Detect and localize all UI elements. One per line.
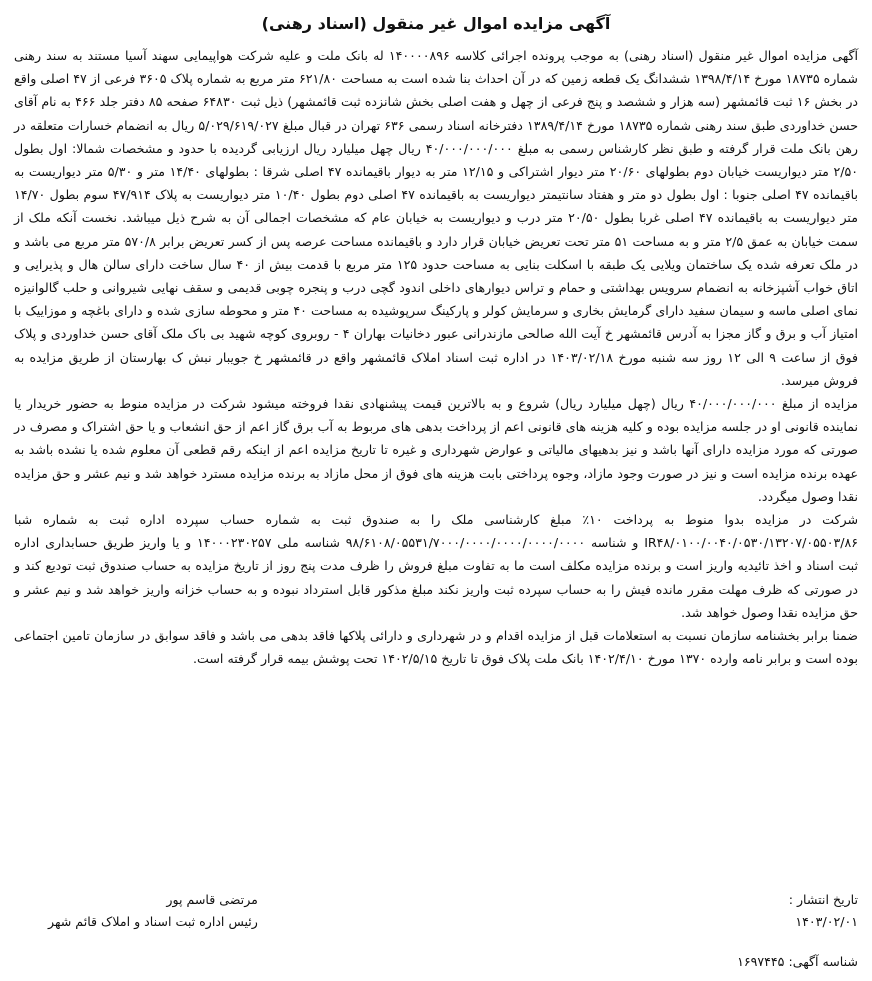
signer-name: مرتضی قاسم پور bbox=[166, 892, 258, 907]
paragraph-payment-terms: شرکت در مزایده بدوا منوط به پرداخت ۱۰٪ مبلغ کارشناسی ملک را به صندوق ثبت به شماره حساب سپرده اداره ثبت به شماره شبا IR۴۸/۰۱۰۰/۰۰۴۰/۰۵۳۰/۱۳۲۰۷/۰۵۵۰۳/۸۶ و شناسه ۹۸/۶۱۰۸/۰۵۵۳۱/۷۰۰۰/۰۰۰۰/۰۰۰۰/۰۰۰۰/۰۰۰۰ شناسه ملی ۱۴۰۰۰۲۳۰۲۵۷ و یا واریز طریق حسابداری اداره ثبت اسناد و اخذ تائیدیه واریز است و برنده مزایده مکلف است ما به تفاوت مبلغ فروش را ظرف مدت پنج روز از تاریخ مزایده به حساب صندوق ثبت تودیع کند و در صورتی که ظرف مهلت مقرر مانده فیش را به حساب سپرده ثبت واریز نکند مبلغ مذکور قابل استرداد نبوده و به حساب خزانه واریز خواهد شد و نیم عشر و حق مزایده نقدا وصول خواهد شد. bbox=[14, 512, 858, 620]
paragraph-inquiries: ضمنا برابر بخشنامه سازمان نسبت به استعلامات قبل از مزایده اقدام و در شهرداری و دارائی پلاکها فاقد بدهی می باشد و فاقد سوابق در سازمان تامین اجتماعی بوده است و برابر نامه وارده ۱۳۷۰ مورخ ۱۴۰۲/۴/۱۰ بانک ملت پلاک فوق تا تاریخ ۱۴۰۲/۵/۱۵ تحت پوشش بیمه قرار گرفته است. bbox=[14, 628, 858, 667]
publish-date-label: تاریخ انتشار : bbox=[788, 892, 858, 907]
notice-footer bbox=[14, 889, 858, 973]
signer-title: رئیس اداره ثبت اسناد و املاک قائم شهر bbox=[48, 914, 258, 929]
publish-date: ۱۴۰۳/۰۲/۰۱ bbox=[795, 914, 858, 929]
notice-id-block bbox=[737, 951, 858, 973]
notice-id-label: شناسه آگهی: bbox=[788, 954, 858, 969]
notice-id: ۱۶۹۷۴۴۵ bbox=[737, 954, 785, 969]
publish-date-block bbox=[789, 889, 858, 933]
paragraph-auction-terms: مزایده از مبلغ ۴۰/۰۰۰/۰۰۰/۰۰۰ ریال (چهل میلیارد ریال) شروع و به بالاترین قیمت پیشنهادی نقدا فروخته میشود شرکت در مزایده منوط به حضور خریدار یا نماینده قانونی او در جلسه مزایده بوده و کلیه هزینه های قانونی اعم از پرداخت بدهی های مربوط به آب برق گاز اعم از حق انشعاب و یا حق اشتراک و مصرف در صورتی که مورد مزایده دارای آنها باشد و نیز بدهیهای مالیاتی و عوارض شهرداری و غیره تا تاریخ مزایده اعم از اینکه رقم قطعی آن معلوم شده یا نشده باشد به عهده برنده مزایده است و نیز در صورت وجود مازاد، وجوه پرداختی بابت هزینه های فوق از محل مازاد به برنده مزایده مسترد خواهد شد و نیم عشر و حق مزایده نقدا وصول میگردد. bbox=[14, 396, 858, 504]
paragraph-property-description: آگهی مزایده اموال غیر منقول (اسناد رهنی) به موجب پرونده اجرائی کلاسه ۱۴۰۰۰۰۸۹۶ له بانک ملت و علیه شرکت هواپیمایی سهند آسیا مستند به سند رهنی شماره ۱۸۷۳۵ مورخ ۱۳۹۸/۴/۱۴ ششدانگ یک قطعه زمین که در آن احداث بنا شده است به مساحت ۶۲۱/۸۰ متر مربع به شماره پلاک ۳۶۰۵ فرعی از ۴۷ اصلی واقع در بخش ۱۶ ثبت قائمشهر (سه هزار و ششصد و پنج فرعی از چهل و هفت اصلی بخش شانزده ثبت قائمشهر) ذیل ثبت ۶۴۸۳۰ صفحه ۸۵ دفتر جلد ۴۶۶ به نام آقای حسن خداوردی طبق سند رهنی شماره ۱۸۷۳۵ مورخ ۱۳۸۹/۴/۱۴ دفترخانه اسناد رسمی ۶۳۶ تهران در قبال مبلغ ۵/۰۲۹/۶۱۹/۰۲۷ ریال به انضمام خسارات متعلقه در رهن بانک ملت قرار گرفته و طبق نظر کارشناس رسمی به مبلغ ۴۰/۰۰۰/۰۰۰/۰۰۰ ریال چهل میلیارد ریال ارزیابی گردیده با حدود و مشخصات شمالا: اول بطول ۲/۵۰ متر دیواریست خیابان دوم بطولهای ۲۰/۶۰ متر دیوار اشتراکی و ۱۲/۱۵ متر به دیوار باقیمانده ۴۷ اصلی شرقا : بطولهای ۱۴/۴۰ متر و ۵/۳۰ متر دیواریست به باقیمانده ۴۷ اصلی جنوبا : اول بطول دو متر و هفتاد سانتیمتر دیواریست به باقیمانده ۴۷ اصلی دوم بطول ۱۰/۴۰ متر دیواریست به پلاک ۴۷/۹۱۴ سوم بطول ۱۴/۷۰ متر دیواریست به باقیمانده ۴۷ اصلی غربا بطول ۲۰/۵۰ متر درب و دیواریست به خیابان عام که مشخصات اجمالی آن به شرح ذیل میباشد. نخست آنکه ملک از سمت خیابان به عمق ۲/۵ متر و به مساحت ۵۱ متر تحت تعریض خیابان قرار دارد و باقیمانده مساحت عرصه پس از کسر تعریض برابر ۵۷۰/۸ متر مربع می باشد و در ملک تعرفه شده یک ساختمان ویلایی یک طبقه با اسکلت بنایی به مساحت حدود ۱۲۵ متر مربع با قدمت بیش از ۴۰ سال ساخت دارای سالن هال و پذیرایی و اتاق خواب آشپزخانه به انضمام سرویس بهداشتی و حمام و تراس دیوارهای داخلی اندود گچی درب و پنجره چوبی قدیمی و سقف نهایی شیروانی و حلب گالوانیزه نمای اصلی ماسه و سیمان سفید دارای گرمایش بخاری و سرمایش کولر و پارکینگ سرپوشیده به مساحت ۴۰ متر و محوطه سازی شده و دارای باغچه و موزاییک با امتیاز آب و برق و گاز مجزا به آدرس قائمشهر خ آیت الله صالحی مازندرانی عبور دخانیات بهاران ۴ - روبروی کوچه شهید بی باک ملک آقای حسن خداوردی و پلاک فوق از ساعت ۹ الی ۱۲ روز سه شنبه مورخ ۱۴۰۳/۰۲/۱۸ در اداره ثبت اسناد املاک قائمشهر واقع در قائمشهر خ جویبار نبش ک بهارستان از طریق مزایده به فروش میرسد. bbox=[14, 48, 859, 388]
signature-block bbox=[48, 889, 258, 933]
notice-title: آگهی مزایده اموال غیر منقول (اسناد رهنی) bbox=[261, 14, 611, 33]
